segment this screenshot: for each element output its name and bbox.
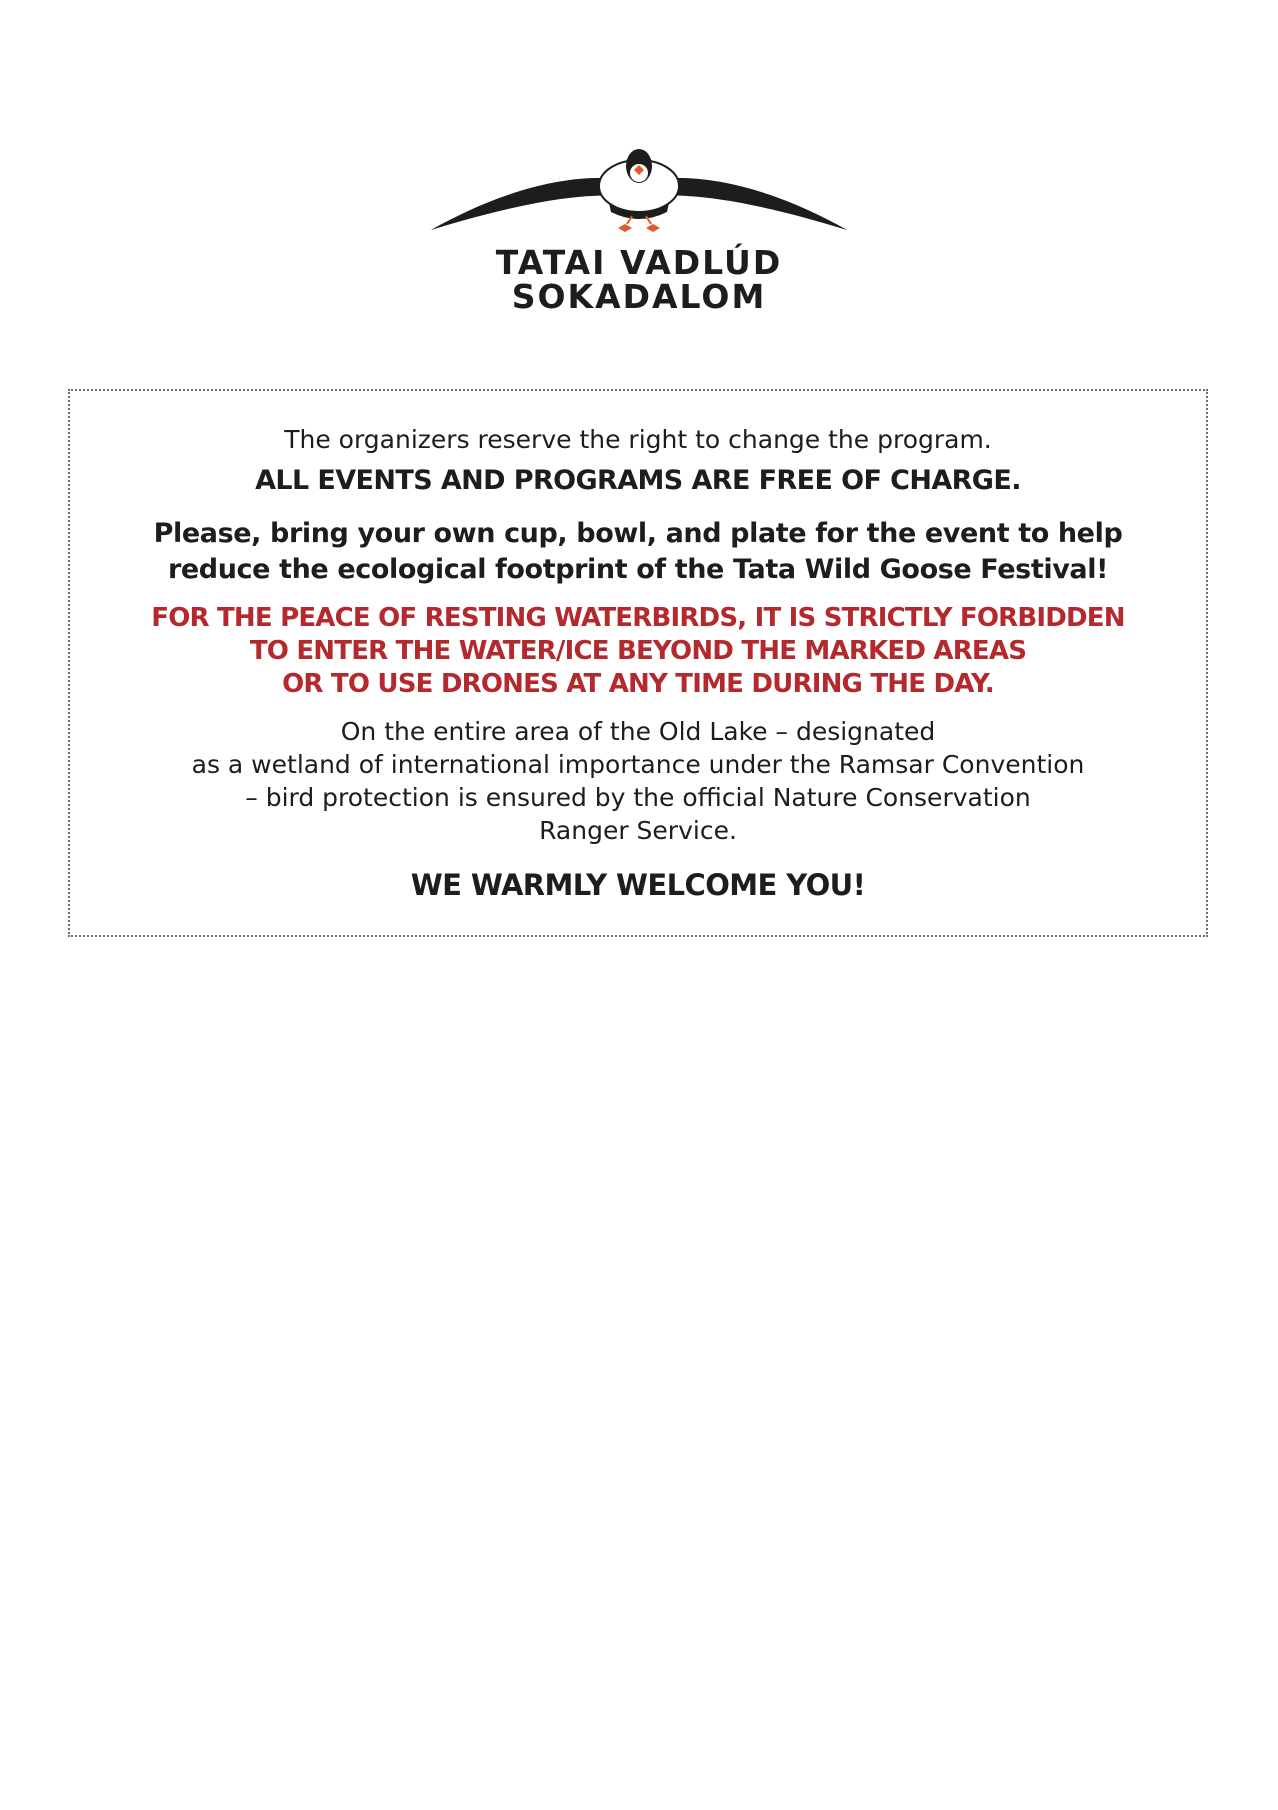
notice-box bbox=[68, 389, 1208, 937]
ecology-note bbox=[70, 516, 1206, 588]
ramsar-line: Ranger Service. bbox=[539, 816, 737, 845]
logo-line-2: SOKADALOM bbox=[511, 277, 767, 316]
logo-wordmark bbox=[0, 243, 1278, 316]
ecology-line: Please, bring your own cup, bowl, and plate for the event to help bbox=[153, 518, 1123, 549]
festival-logo bbox=[0, 148, 1278, 314]
free-of-charge-note: ALL EVENTS AND PROGRAMS ARE FREE OF CHARGE. bbox=[255, 465, 1021, 496]
ramsar-line: – bird protection is ensured by the official Nature Conservation bbox=[245, 783, 1031, 812]
waterbird-warning bbox=[70, 602, 1206, 701]
warning-line: OR TO USE DRONES AT ANY TIME DURING THE DAY. bbox=[282, 669, 994, 699]
ramsar-line: as a wetland of international importance under the Ramsar Convention bbox=[191, 750, 1085, 779]
logo-line-1: TATAI VADLÚD bbox=[495, 243, 783, 282]
program-change-note: The organizers reserve the right to change the program. bbox=[284, 425, 992, 454]
warning-line: FOR THE PEACE OF RESTING WATERBIRDS, IT IS STRICTLY FORBIDDEN bbox=[151, 603, 1125, 633]
ramsar-line: On the entire area of the Old Lake – designated bbox=[340, 717, 936, 746]
welcome-message: WE WARMLY WELCOME YOU! bbox=[410, 868, 866, 902]
wild-goose-icon bbox=[429, 148, 849, 238]
ecology-line: reduce the ecological footprint of the Tata Wild Goose Festival! bbox=[167, 554, 1108, 585]
warning-line: TO ENTER THE WATER/ICE BEYOND THE MARKED AREAS bbox=[249, 636, 1027, 666]
ramsar-note bbox=[70, 715, 1206, 847]
